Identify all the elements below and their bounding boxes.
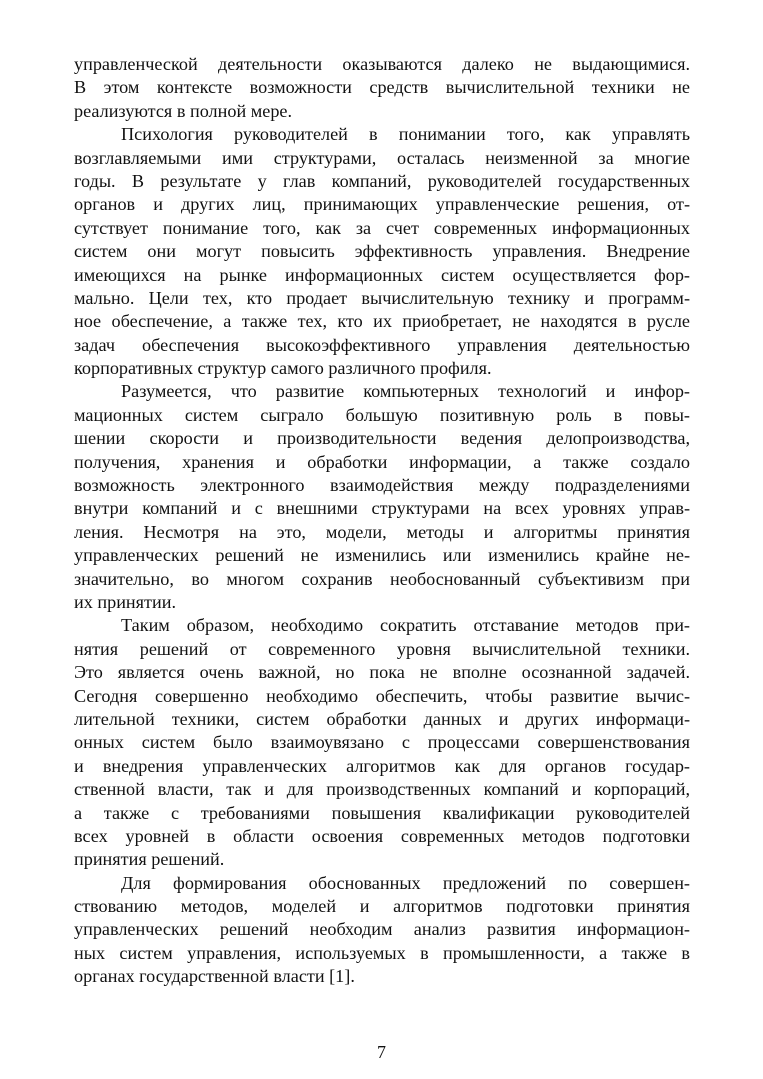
text-line: Психология руководителей в понимании того, как управлять — [121, 124, 690, 145]
text-line: ления. Несмотря на это, модели, методы и алгоритмы принятия — [74, 521, 690, 542]
text-line: задач обеспечения высокоэффективного управления деятельностью — [74, 334, 690, 355]
text-line: их принятии. — [74, 591, 176, 612]
text-line: мально. Цели тех, кто продает вычислительную технику и программ- — [74, 287, 690, 308]
text-line: лительной техники, систем обработки данных и других информаци- — [74, 708, 690, 729]
text-line: корпоративных структур самого различного профиля. — [74, 358, 492, 379]
text-line: Разумеется, что развитие компьютерных технологий и инфор- — [121, 381, 690, 402]
text-line: имеющихся на рынке информационных систем осуществляется фор- — [74, 264, 690, 285]
text-line: ствованию методов, моделей и алгоритмов подготовки принятия — [74, 896, 690, 917]
text-line: управленческой деятельности оказываются далеко не выдающимися. — [74, 54, 690, 74]
text-line: управленческих решений не изменились или изменились крайне не- — [74, 545, 690, 566]
text-line: Сегодня совершенно необходимо обеспечить, чтобы развитие вычис- — [74, 685, 690, 706]
text-line: возможность электронного взаимодействия между подразделениями — [74, 475, 690, 496]
text-line: мационных систем сыграло большую позитивную роль в повы- — [74, 404, 690, 425]
text-line: органов и других лиц, принимающих управленческие решения, от- — [74, 194, 690, 215]
text-line: ных систем управления, используемых в промышленности, а также в — [74, 942, 690, 963]
text-line: нятия решений от современного уровня вычислительной техники. — [74, 638, 690, 659]
text-line: получения, хранения и обработки информации, а также создало — [74, 451, 690, 472]
text-line: В этом контексте возможности средств вычислительной техники не — [74, 77, 690, 98]
text-line: онных систем было взаимоувязано с процессами совершенствования — [74, 732, 690, 753]
text-line: ственной власти, так и для производственных компаний и корпораций, — [74, 779, 690, 800]
text-line: ное обеспечение, а также тех, кто их приобретает, не находятся в русле — [74, 311, 690, 332]
text-line: систем они могут повысить эффективность управления. Внедрение — [74, 241, 690, 262]
text-line: и внедрения управленческих алгоритмов как для органов государ- — [74, 755, 690, 776]
text-line: годы. В результате у глав компаний, руководителей государственных — [74, 170, 690, 191]
paragraph-2 — [74, 123, 690, 380]
text-line: внутри компаний и с внешними структурами на всех уровнях управ- — [74, 498, 690, 519]
paragraph-3 — [74, 380, 690, 614]
paragraph-4 — [74, 614, 690, 871]
text-line: сутствует понимание того, как за счет современных информационных — [74, 217, 690, 238]
text-line: Для формирования обоснованных предложений по совершен- — [121, 872, 690, 893]
text-line: органах государственной власти [1]. — [74, 966, 355, 987]
page-body-text — [74, 53, 690, 989]
text-line: принятия решений. — [74, 849, 225, 870]
text-line: реализуются в полной мере. — [74, 100, 293, 121]
text-line: а также с требованиями повышения квалификации руководителей — [74, 802, 690, 823]
page-number: 7 — [377, 1042, 386, 1062]
text-line: шении скорости и производительности ведения делопроизводства, — [74, 428, 690, 449]
text-line: управленческих решений необходим анализ развития информацион- — [74, 919, 690, 940]
text-line: значительно, во многом сохранив необоснованный субъективизм при — [74, 568, 690, 589]
paragraph-1 — [74, 53, 690, 123]
paragraph-5 — [74, 872, 690, 989]
text-line: возглавляемыми ими структурами, осталась неизменной за многие — [74, 147, 690, 168]
text-line: всех уровней в области освоения современных методов подготовки — [74, 825, 690, 846]
text-line: Таким образом, необходимо сократить отставание методов при- — [121, 615, 690, 636]
text-line: Это является очень важной, но пока не вполне осознанной задачей. — [74, 662, 690, 683]
